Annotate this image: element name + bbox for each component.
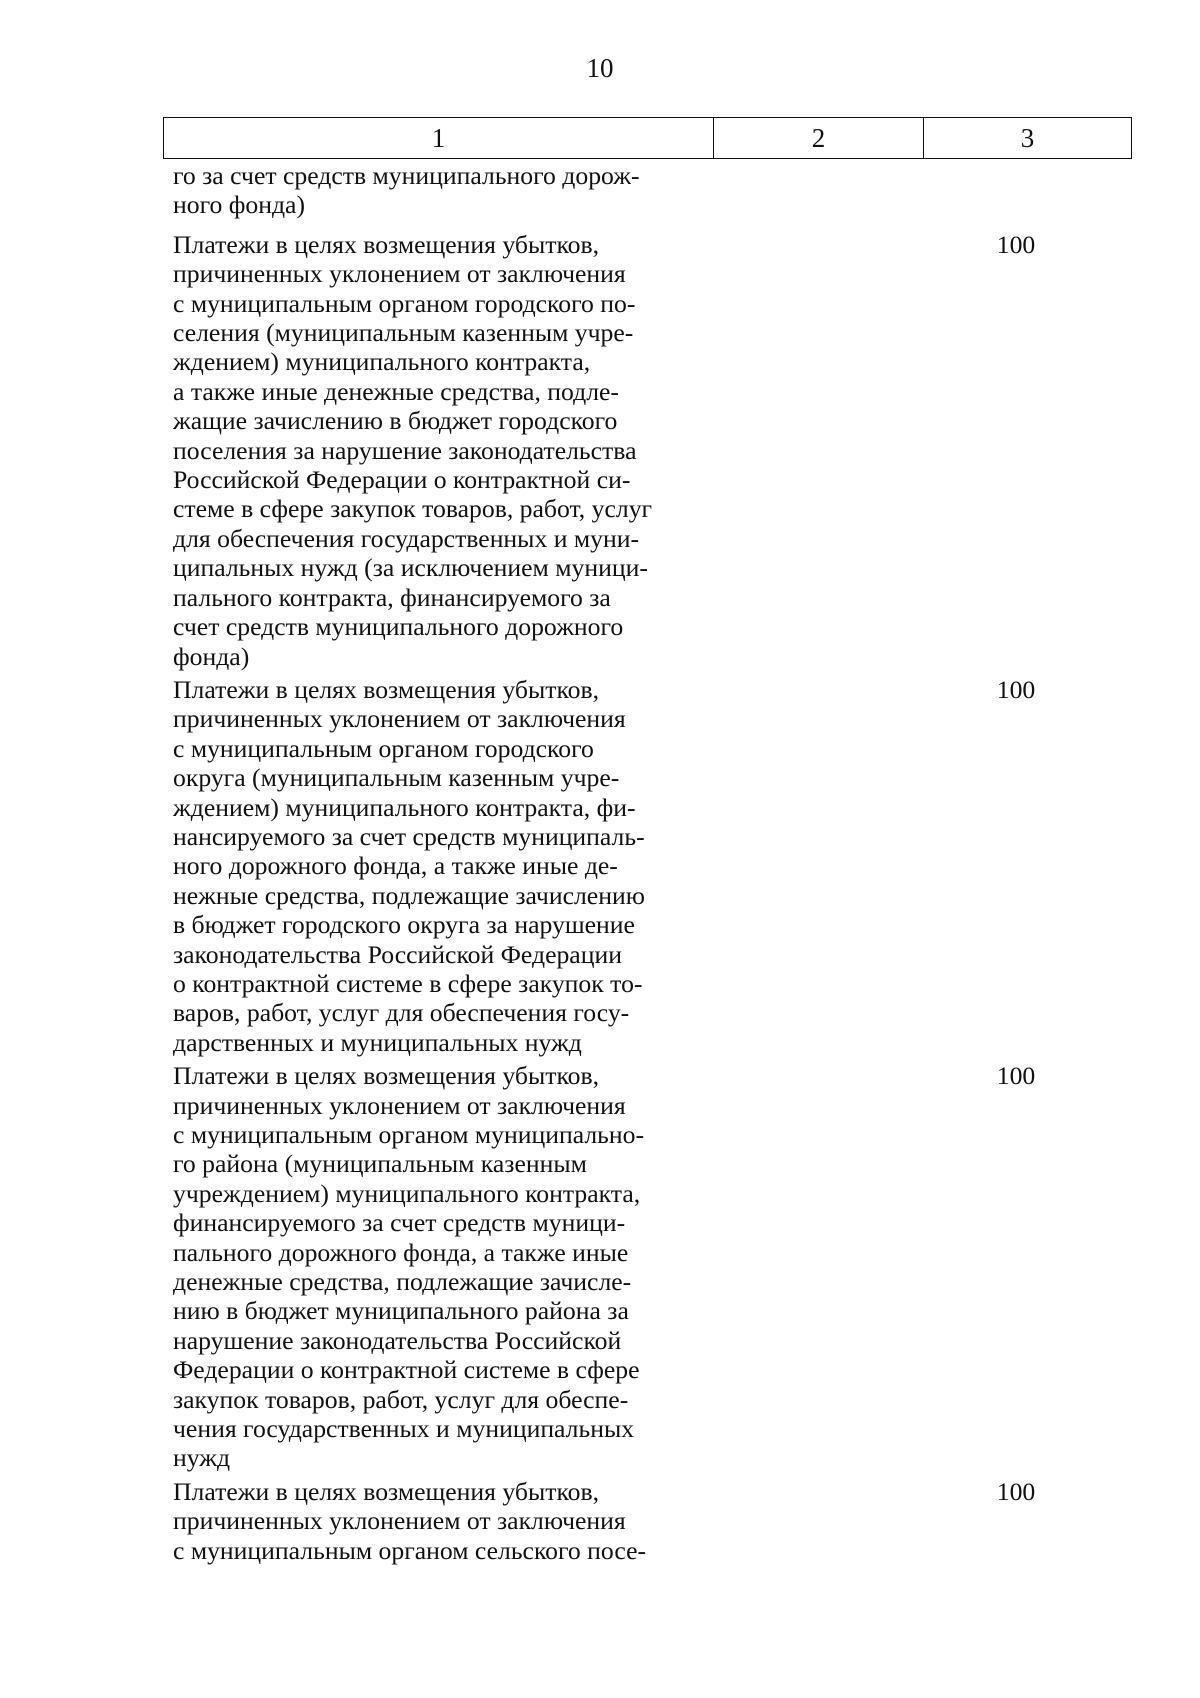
table-row (173, 161, 1131, 220)
table-row (173, 230, 1131, 671)
row-description: го за счет средств муниципального дорож- ного фонда) (173, 161, 640, 220)
row-value: 100 (996, 674, 1036, 704)
row-description: Платежи в целях возмещения убытков, причиненных уклонением от заключения с муниципальным органом сельского посе- (173, 1476, 647, 1565)
table-row (173, 1477, 1131, 1565)
table-header (163, 117, 1132, 159)
table-header-row (164, 118, 1132, 159)
row-value: 100 (996, 1476, 1036, 1506)
header-col-3: 3 (924, 118, 1132, 159)
row-col-2 (707, 230, 913, 671)
row-col-2 (707, 1477, 913, 1565)
page-number: 10 (586, 53, 614, 83)
row-description: Платежи в целях возмещения убытков, причиненных уклонением от заключения с муниципальным органом городского по- селения (муниципальным казенным учре- ждением) муниципального контракта, а также иные денежные средства, подле- жащие зачислению в бюджет городского поселения за нарушение законодательства Российской Федерации о контрактной си- стеме в сфере закупок товаров, работ, услуг для обеспечения государственных и муни- ципальных нужд (за исключением муници- пального контракта, финансируемого за счет средств муниципального дорожного фонда) (173, 229, 653, 671)
row-col-2 (707, 1061, 913, 1473)
table-row (173, 675, 1131, 1057)
row-description: Платежи в целях возмещения убытков, причиненных уклонением от заключения с муниципальным органом городского округа (муниципальным казенным учре- ждением) муниципального контракта, фи- нансируемого за счет средств муниципаль- ного дорожного фонда, а также иные де- нежные средства, подлежащие зачислению в бюджет городского округа за нарушение законодательства Российской Федерации о контрактной системе в сфере закупок то- варов, работ, услуг для обеспечения госу- дарственных и муниципальных нужд (173, 674, 645, 1057)
table-body (173, 161, 1131, 1569)
row-description: Платежи в целях возмещения убытков, причиненных уклонением от заключения с муниципальным органом муниципально- го района (муниципальным казенным учреждением) муниципального контракта, финансируемого за счет средств муници- пального дорожного фонда, а также иные денежные средства, подлежащие зачисле- нию в бюджет муниципального района за нарушение законодательства Российской Федерации о контрактной системе в сфере закупок товаров, работ, услуг для обеспе- чения государственных и муниципальных нужд (173, 1061, 645, 1473)
table-row (173, 1061, 1131, 1473)
header-col-2: 2 (714, 118, 924, 159)
row-value: 100 (996, 1061, 1036, 1091)
row-value: 100 (996, 229, 1036, 259)
header-col-1: 1 (164, 118, 714, 159)
row-col-2 (707, 161, 913, 220)
row-value (913, 161, 1119, 220)
row-col-2 (707, 675, 913, 1057)
